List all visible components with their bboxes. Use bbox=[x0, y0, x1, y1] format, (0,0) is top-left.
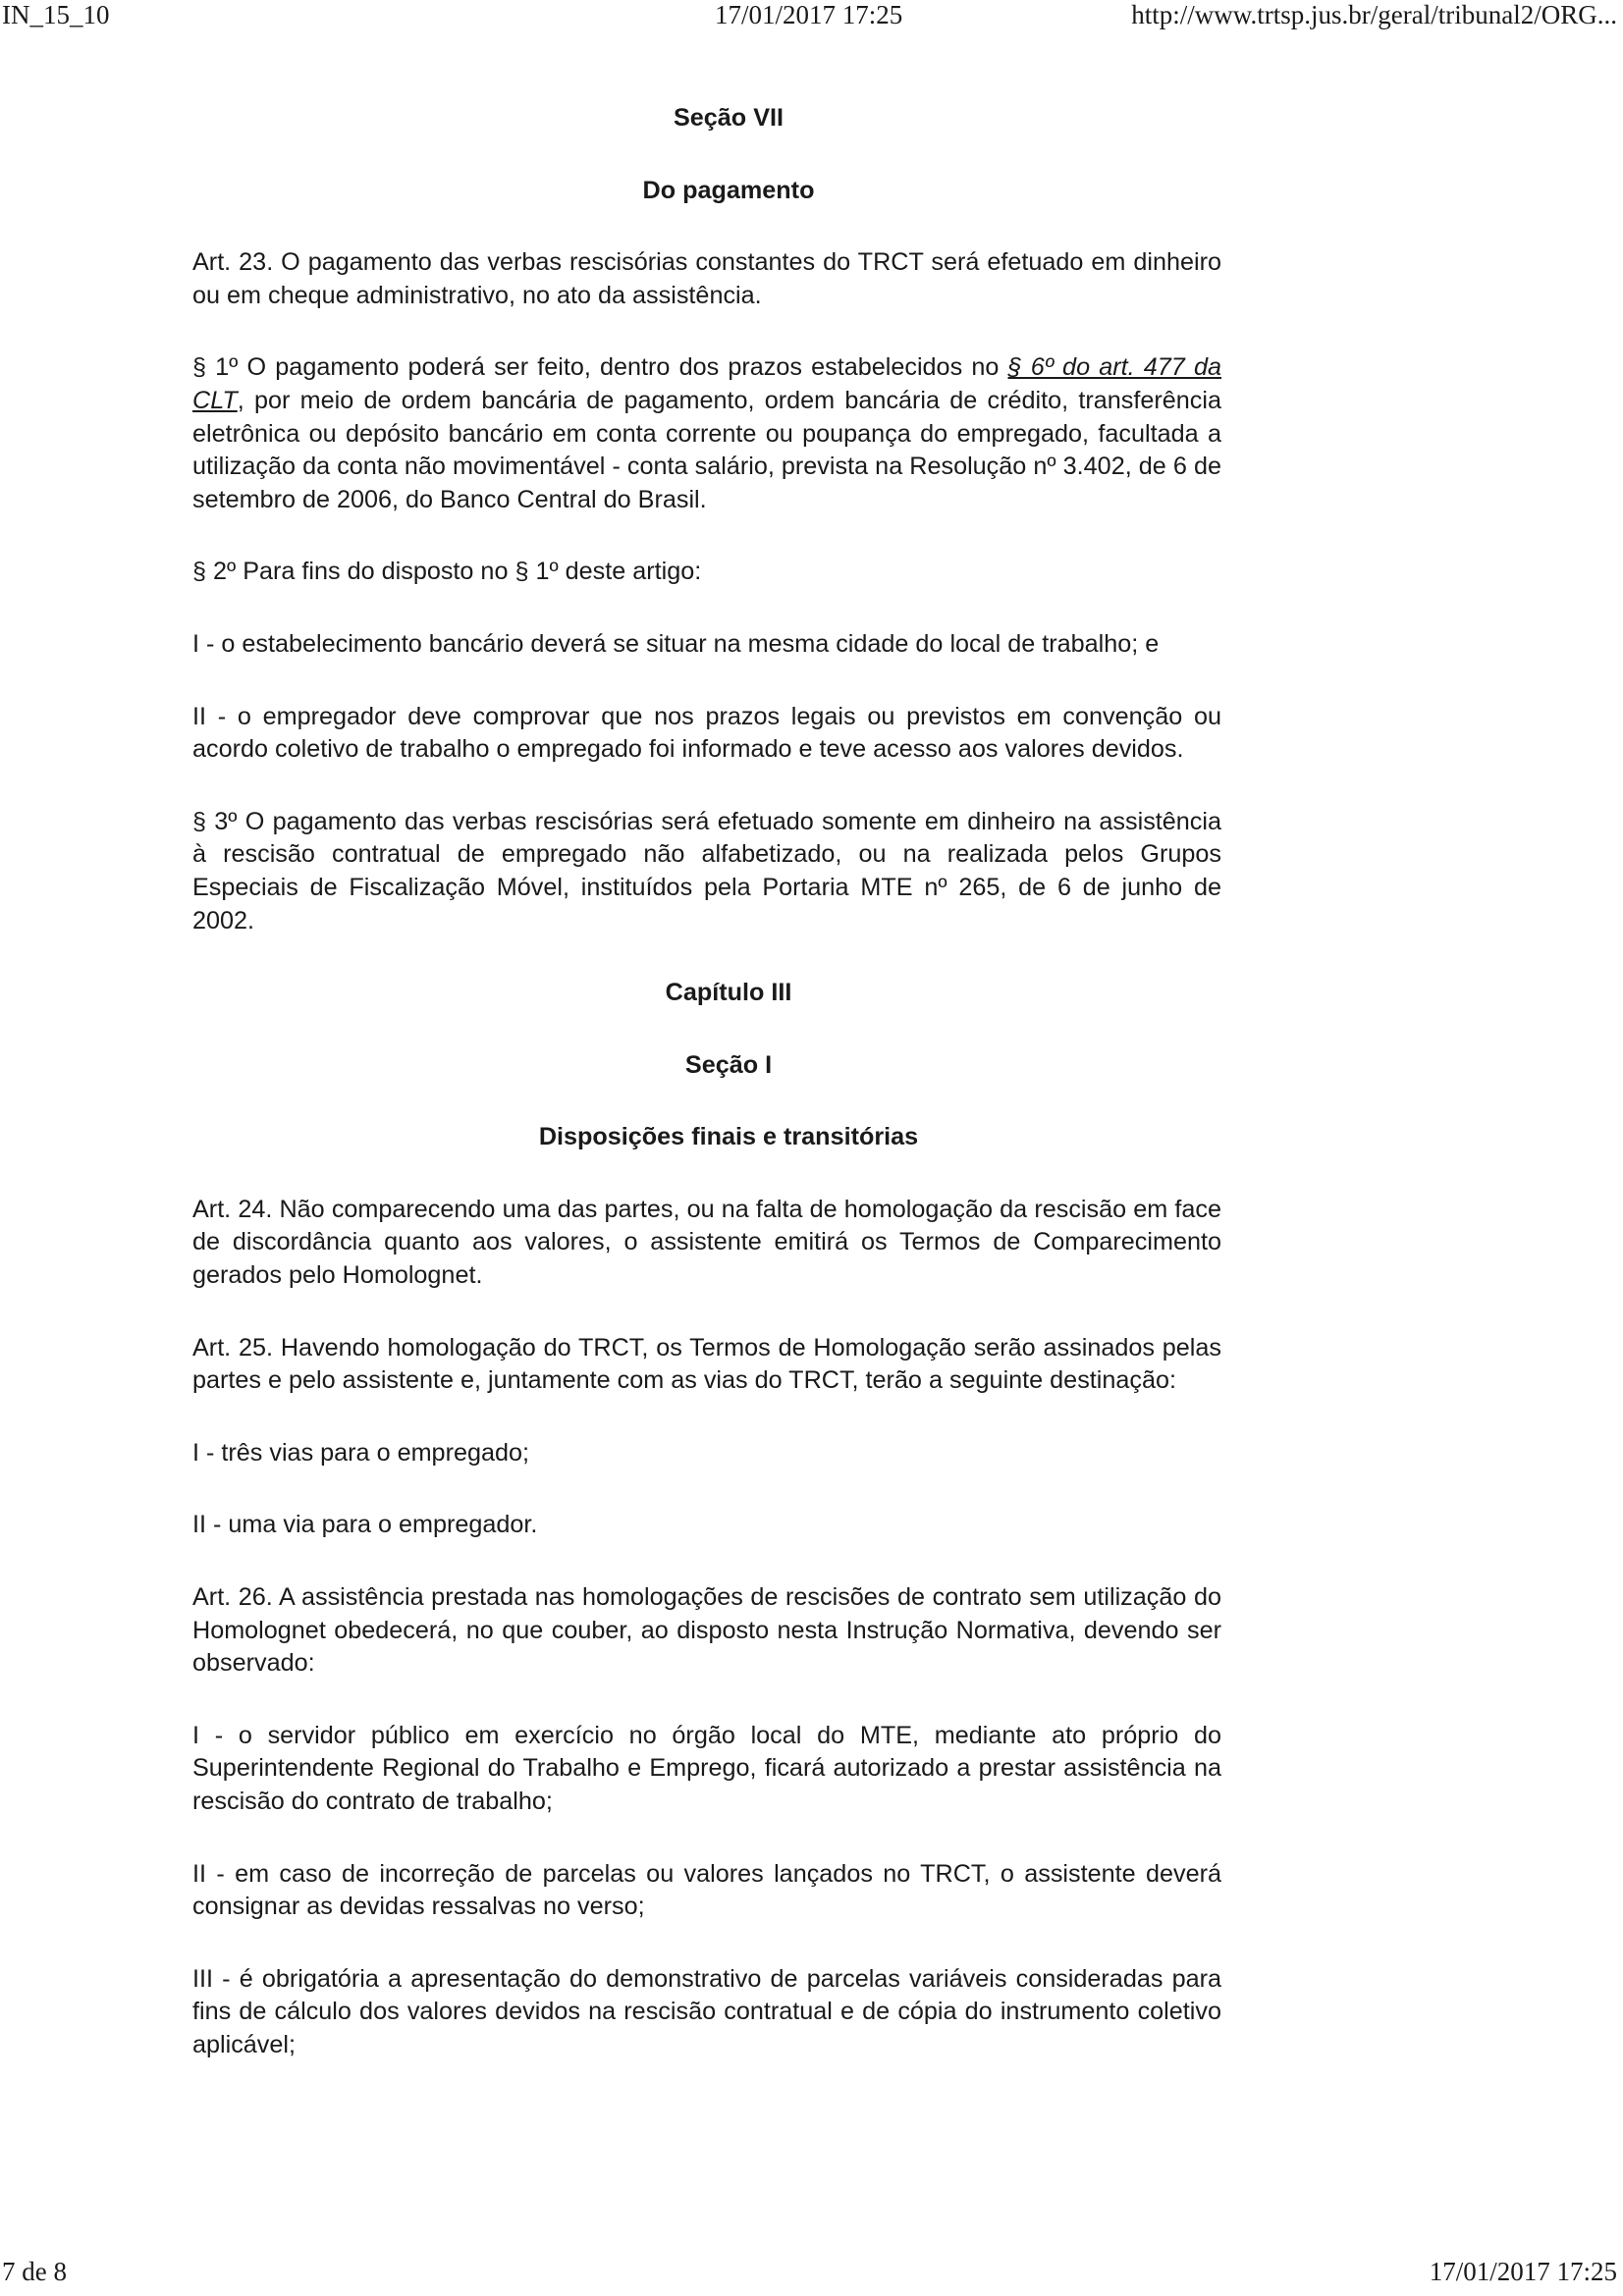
article-25-item-i: I - três vias para o empregado; bbox=[192, 1438, 529, 1467]
print-timestamp: 17/01/2017 17:25 bbox=[715, 0, 903, 29]
article-26-item-ii: II - em caso de incorreção de parcelas ou valores lançados no TRCT, o assistente deverá consignar as devidas ressalvas no verso; bbox=[192, 1859, 1221, 1921]
article-23-paragraph-2: § 2º Para fins do disposto no § 1º deste artigo: bbox=[192, 558, 702, 586]
print-footer bbox=[0, 2259, 1623, 2292]
document-body bbox=[192, 102, 1221, 2062]
article-23-item-i: I - o estabelecimento bancário deverá se situar na mesma cidade do local de trabalho; e bbox=[192, 629, 1160, 658]
document-name: IN_15_10 bbox=[2, 0, 110, 29]
article-26-item-iii: III - é obrigatória a apresentação do demonstrativo de parcelas variáveis consideradas para fins de cálculo dos valores devidos na rescisão contratual e de cópia do instrumento coletivo aplicável; bbox=[192, 1964, 1221, 2058]
print-header bbox=[0, 2, 1623, 35]
article-26: Art. 26. A assistência prestada nas homologações de rescisões de contrato sem utilização do Homolognet obedecerá, no que couber, ao disposto nesta Instrução Normativa, devendo ser observado: bbox=[192, 1583, 1221, 1678]
section-title: Seção VII bbox=[673, 104, 784, 132]
article-24: Art. 24. Não comparecendo uma das partes, ou na falta de homologação da rescisão em face de discordância quanto aos valores, o assistente emitirá os Termos de Comparecimento gerados pelo Homolognet. bbox=[192, 1195, 1221, 1290]
print-timestamp: 17/01/2017 17:25 bbox=[1429, 2257, 1617, 2286]
article-23: Art. 23. O pagamento das verbas rescisórias constantes do TRCT será efetuado em dinheiro ou em cheque administrativo, no ato da assistência. bbox=[192, 248, 1221, 309]
section-subtitle: Do pagamento bbox=[642, 176, 815, 204]
section-subtitle: Disposições finais e transitórias bbox=[538, 1123, 919, 1151]
paragraph-text: , por meio de ordem bancária de pagamento, ordem bancária de crédito, transferência eletrônica ou depósito bancário em conta corrente ou poupança do empregado, facultada a utilização da conta não movimentável - conta salário, prevista na Resolução nº 3.402, de 6 de setembro de 2006, do Banco Central do Brasil. bbox=[192, 386, 1221, 513]
article-25-item-ii: II - uma via para o empregador. bbox=[192, 1511, 538, 1539]
article-25: Art. 25. Havendo homologação do TRCT, os Termos de Homologação serão assinados pelas partes e pelo assistente e, juntamente com as vias do TRCT, terão a seguinte destinação: bbox=[192, 1333, 1221, 1395]
source-url: http://www.trtsp.jus.br/geral/tribunal2/ORG... bbox=[1131, 0, 1617, 29]
article-23-paragraph-1 bbox=[192, 351, 1221, 516]
paragraph-text: § 1º O pagamento poderá ser feito, dentro dos prazos estabelecidos no bbox=[192, 353, 1008, 382]
article-23-item-ii: II - o empregador deve comprovar que nos prazos legais ou previstos em convenção ou acordo coletivo de trabalho o empregado foi informado e teve acesso aos valores devidos. bbox=[192, 702, 1221, 764]
section-title: Seção I bbox=[684, 1050, 773, 1079]
page-number: 7 de 8 bbox=[2, 2257, 67, 2286]
clt-reference-link[interactable]: § 6º do art. 477 da CLT bbox=[192, 353, 1222, 414]
article-26-item-i: I - o servidor público em exercício no órgão local do MTE, mediante ato próprio do Superintendente Regional do Trabalho e Emprego, ficará autorizado a prestar assistência na rescisão do contrato de trabalho; bbox=[192, 1721, 1221, 1815]
article-23-paragraph-3: § 3º O pagamento das verbas rescisórias será efetuado somente em dinheiro na assistência à rescisão contratual de empregado não alfabetizado, ou na realizada pelos Grupos Especiais de Fiscalização Móvel, instituídos pela Portaria MTE nº 265, de 6 de junho de 2002. bbox=[192, 807, 1221, 934]
chapter-title: Capítulo III bbox=[665, 979, 792, 1007]
